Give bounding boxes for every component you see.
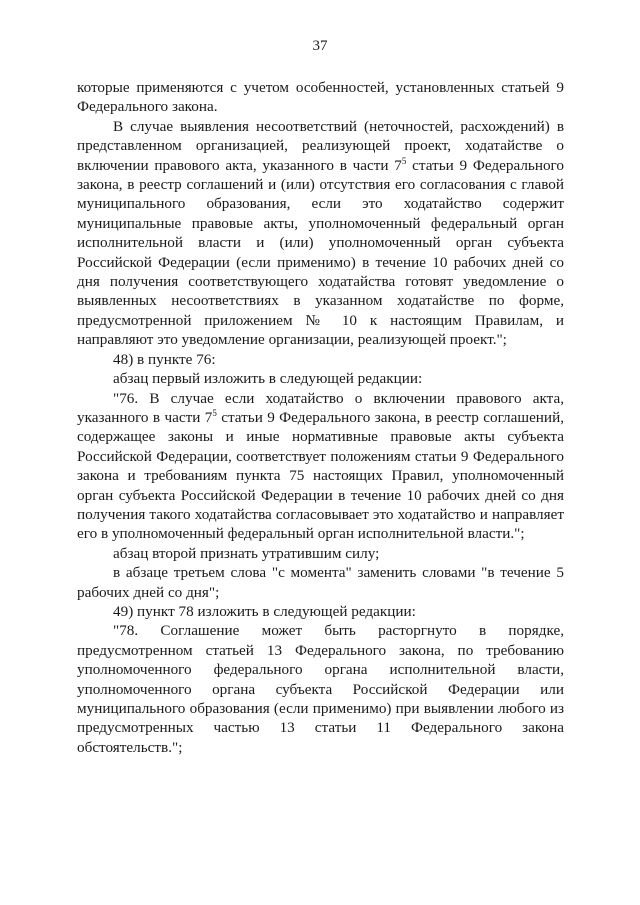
paragraph-text: статьи 9 Федерального закона, в реестр соглашений и (или) отсутствия его согласования с главой муниципального образования, если это ходатайство содержит муниципальные правовые акты, уполномоченный федеральный орган исполнительной власти и (или) уполномоченный орган субъекта Российской Федерации (если применимо) в течение 10 рабочих дней со дня получения соответствующего ходатайства готовят уведомление о выявленных несоответствиях в указанном ходатайстве по форме, предусмотренной приложением № 10 к настоящим Правилам, и направляют это уведомление организации, реализующей проект."; <box>77 156 565 349</box>
paragraph-item-49: 49) пункт 78 изложить в следующей редакции: <box>113 602 416 620</box>
paragraph-text: статьи 9 Федерального закона, в реестр соглашений, содержащее законы и иные нормативные правовые акты субъекта Российской Федерации, соответствует положениям статьи 9 Федерального закона и требованиям пункта 75 настоящих Правил, уполномоченный орган субъекта Российской Федерации в течение 10 рабочих дней со дня получения такого ходатайства согласовывает это ходатайство и направляет его в уполномоченный федеральный орган исполнительной власти."; <box>77 408 564 543</box>
paragraph-point-76 <box>77 389 564 544</box>
paragraph-third-abzac: в абзаце третьем слова "с момента" заменить словами "в течение 5 рабочих дней со дня"; <box>77 564 564 601</box>
paragraph-text: "76. В случае если ходатайство о включении правового акта, указанного в части 7 <box>77 389 564 426</box>
paragraph-inconsistency-notice <box>77 117 564 350</box>
superscript: 5 <box>212 407 217 418</box>
paragraph-second-abzac: абзац второй признать утратившим силу; <box>113 544 380 562</box>
document-body <box>77 78 564 757</box>
paragraph-first-abzac: абзац первый изложить в следующей редакции: <box>113 370 423 388</box>
page-number: 37 <box>312 38 328 54</box>
paragraph-text: В случае выявления несоответствий (неточностей, расхождений) в представленном организацией, реализующей проект, ходатайстве о включении правового акта, указанного в части 7 <box>77 117 564 174</box>
paragraph-continuation: которые применяются с учетом особенностей, установленных статьей 9 Федерального закона. <box>77 79 564 116</box>
paragraph-item-48: 48) в пункте 76: <box>113 350 216 368</box>
superscript: 5 <box>401 155 407 166</box>
paragraph-point-78: "78. Соглашение может быть расторгнуто в порядке, предусмотренном статьей 13 Федерального закона, по требованию уполномоченного федерального органа исполнительной власти, уполномоченного органа субъекта Российской Федерации или муниципального образования (если применимо) при выявлении любого из предусмотренных частью 13 статьи 11 Федерального закона обстоятельств."; <box>77 622 564 756</box>
